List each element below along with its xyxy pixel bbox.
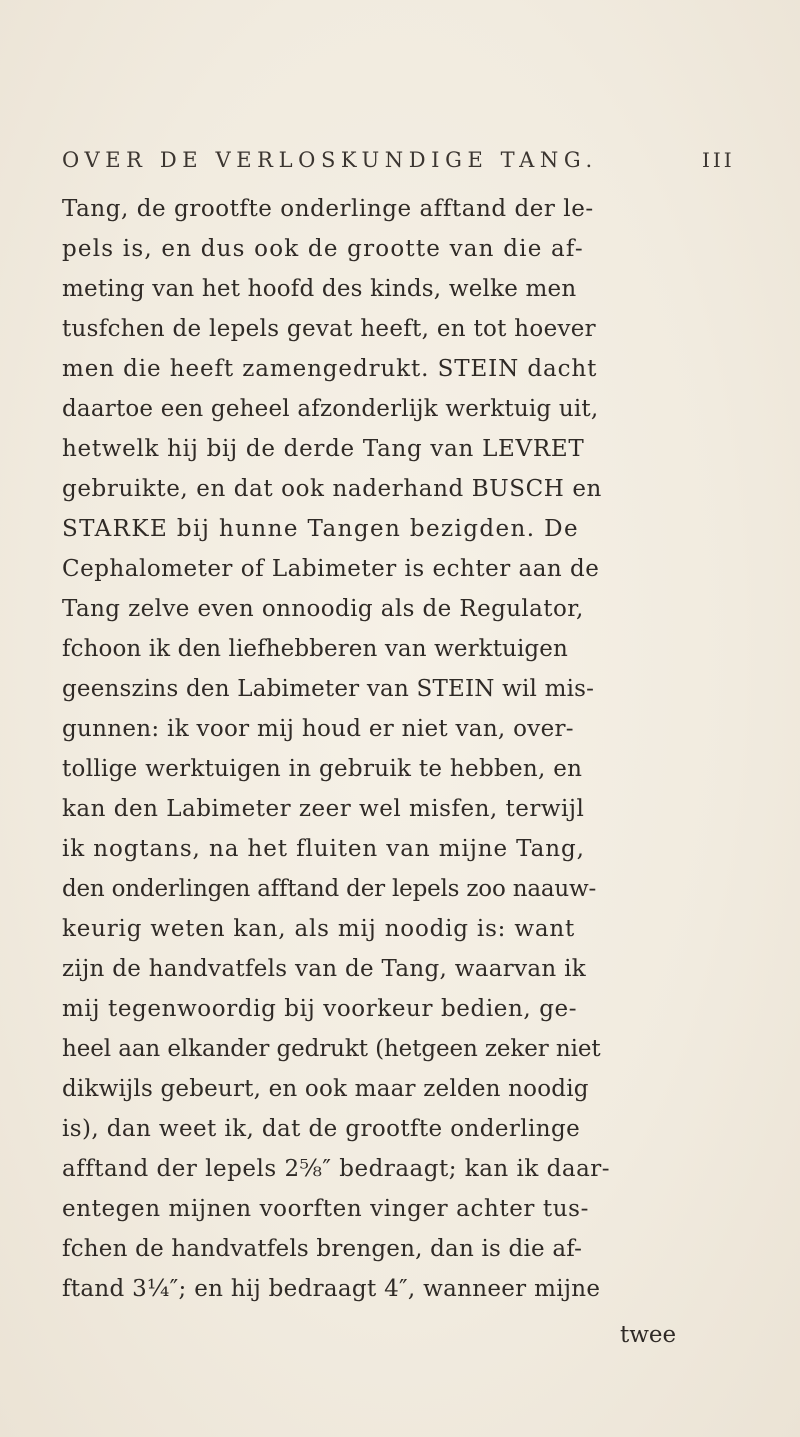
- text-line: is), dan weet ik, dat de grootfte onderlinge: [62, 1116, 581, 1142]
- text-line: fchen de handvatfels brengen, dan is die af-: [62, 1236, 583, 1262]
- text-line: dikwijls gebeurt, en ook maar zelden noodig: [62, 1076, 589, 1102]
- text-line: pels is, en dus ook de grootte van die af-: [62, 236, 584, 262]
- page-number: III: [702, 148, 735, 172]
- running-title: OVER DE VERLOSKUNDIGE TANG.: [62, 148, 598, 172]
- text-line: tusfchen de lepels gevat heeft, en tot hoever: [62, 316, 596, 342]
- running-head: [62, 148, 752, 178]
- text-line: Cephalometer of Labimeter is echter aan de: [62, 556, 600, 582]
- text-line: den onderlingen afftand der lepels zoo naauw-: [62, 876, 597, 902]
- text-line: fchoon ik den liefhebberen van werktuigen: [62, 636, 568, 662]
- text-line: tollige werktuigen in gebruik te hebben, en: [62, 756, 583, 782]
- text-line: afftand der lepels 2⅝″ bedraagt; kan ik daar-: [62, 1156, 611, 1182]
- text-line: entegen mijnen voorften vinger achter tus-: [62, 1196, 589, 1222]
- text-line: STARKE bij hunne Tangen bezigden. De: [62, 516, 580, 542]
- text-line: Tang zelve even onnoodig als de Regulator,: [62, 596, 584, 622]
- text-line: hetwelk hij bij de derde Tang van LEVRET: [62, 436, 585, 462]
- text-line: gunnen: ik voor mij houd er niet van, over-: [62, 716, 574, 742]
- text-line: daartoe een geheel afzonderlijk werktuig uit,: [62, 396, 599, 422]
- text-line: meting van het hoofd des kinds, welke men: [62, 276, 577, 302]
- text-line: Tang, de grootfte onderlinge afftand der le-: [62, 196, 594, 222]
- text-line: kan den Labimeter zeer wel misfen, terwijl: [62, 796, 585, 822]
- text-line: mij tegenwoordig bij voorkeur bedien, ge-: [62, 996, 578, 1022]
- text-line: geenszins den Labimeter van STEIN wil mis-: [62, 676, 595, 702]
- catchword: twee: [620, 1322, 677, 1348]
- text-line: heel aan elkander gedrukt (hetgeen zeker niet: [62, 1036, 601, 1062]
- text-line: keurig weten kan, als mij noodig is: want: [62, 916, 575, 942]
- text-line: men die heeft zamengedrukt. STEIN dacht: [62, 356, 598, 382]
- text-line: ik nogtans, na het fluiten van mijne Tang,: [62, 836, 585, 862]
- text-line: gebruikte, en dat ook naderhand BUSCH en: [62, 476, 602, 502]
- text-line: zijn de handvatfels van de Tang, waarvan ik: [62, 956, 587, 982]
- text-line: ftand 3¼″; en hij bedraagt 4″, wanneer mijne: [62, 1276, 601, 1302]
